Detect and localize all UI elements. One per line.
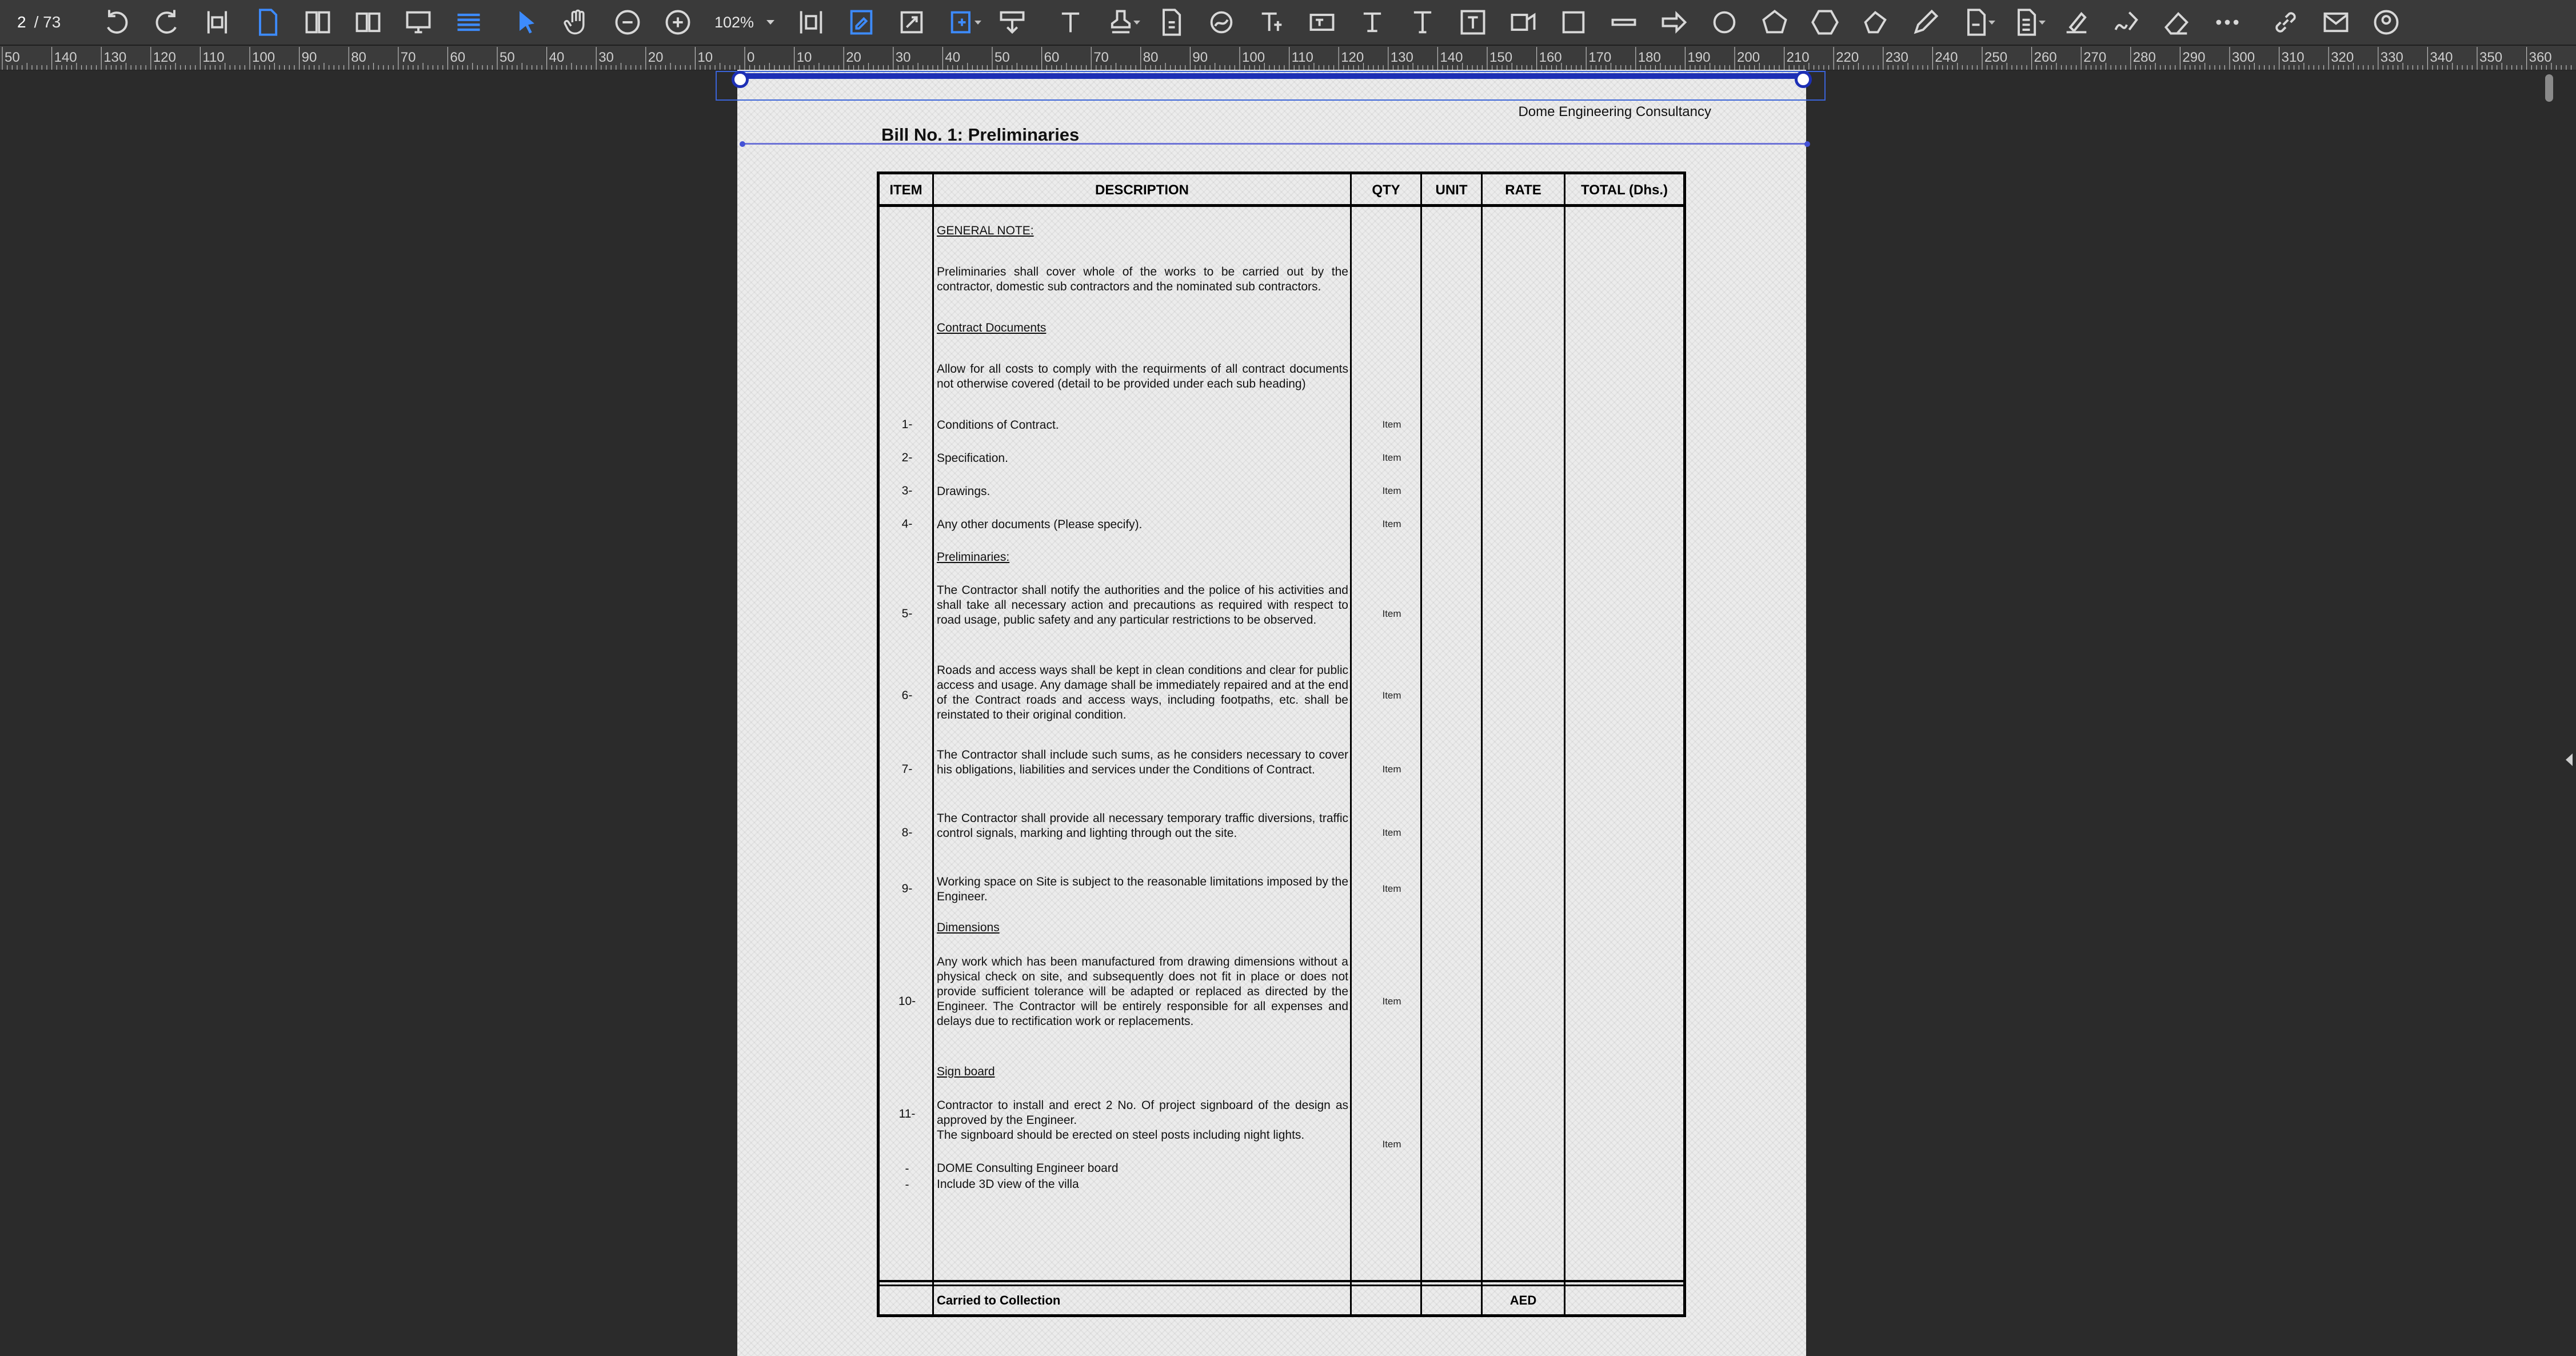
link-icon[interactable] xyxy=(2261,0,2311,45)
stamp-icon[interactable] xyxy=(1096,0,1146,45)
carried-to-collection: Carried to Collection xyxy=(937,1293,1061,1307)
line-icon[interactable] xyxy=(1599,0,1649,45)
row-unit: Item xyxy=(1382,764,1401,775)
page-number-input[interactable]: 2 xyxy=(17,13,26,31)
main-toolbar xyxy=(0,0,2576,46)
attach-icon[interactable] xyxy=(1146,0,1196,45)
row-unit: Item xyxy=(1382,690,1401,701)
signboard-text-2: The signboard should be erected on steel posts including night lights. xyxy=(937,1128,1305,1142)
ruler-label: 320 xyxy=(2331,50,2354,65)
row-description: Any work which has been manufactured from drawing dimensions without a physical check on site, and subsequently does not fit in place or does not provide sufficient tolerance will be adapted or replaced as directed by the Engineer. The Contractor will be entirely responsible for all expenses and delays due to rectification work or replacements. xyxy=(937,955,1348,1028)
item-number: 3- xyxy=(901,484,913,497)
row-unit: Item xyxy=(1382,452,1401,463)
header-total: TOTAL (Dhs.) xyxy=(1581,182,1668,198)
ruler-label: 0 xyxy=(747,50,755,65)
ruler-label: 110 xyxy=(1291,50,1313,65)
export-icon[interactable] xyxy=(786,0,836,45)
header-item: ITEM xyxy=(889,182,922,198)
ruler-label: 360 xyxy=(2529,50,2552,65)
spread-icon[interactable] xyxy=(343,0,393,45)
ruler-label: 10 xyxy=(796,50,812,65)
ruler-label: 130 xyxy=(1390,50,1413,65)
ruler-label: 80 xyxy=(1143,50,1159,65)
selection-handle-right[interactable] xyxy=(1795,71,1812,88)
single-page-icon[interactable] xyxy=(242,0,293,45)
ruler-label: 10 xyxy=(697,50,713,65)
arrow-icon[interactable] xyxy=(1649,0,1699,45)
currency-label: AED xyxy=(1509,1293,1537,1307)
select-icon[interactable] xyxy=(502,0,552,45)
guide-dot-right xyxy=(1804,141,1810,147)
fit-width-icon[interactable] xyxy=(192,0,242,45)
mail-icon[interactable] xyxy=(2311,0,2361,45)
callout-icon[interactable] xyxy=(1498,0,1548,45)
dimensions-heading: Dimensions xyxy=(937,921,1000,934)
contract-docs-text: Allow for all costs to comply with the requirments of all contract documents not otherwise covered (detail to be provided under each sub heading) xyxy=(937,362,1348,390)
ruler-label: 90 xyxy=(301,50,317,65)
row-description: Contractor to install and erect 2 No. Of project signboard of the design as approved by the Engineer. xyxy=(937,1099,1348,1127)
ruler-label: 150 xyxy=(1489,50,1513,65)
text-icon[interactable] xyxy=(1397,0,1448,45)
general-note-heading: GENERAL NOTE: xyxy=(937,224,1034,237)
bullet-mark: - xyxy=(905,1162,909,1175)
header-selection-bar xyxy=(737,73,1806,79)
row-unit: Item xyxy=(1382,1139,1401,1150)
row-unit: Item xyxy=(1382,996,1401,1007)
ruler-label: 250 xyxy=(1984,50,2008,65)
signature-icon[interactable] xyxy=(1196,0,1247,45)
item-number: 2- xyxy=(901,451,913,464)
ruler-label: 50 xyxy=(995,50,1010,65)
ruler-label: 50 xyxy=(500,50,515,65)
signboard-heading: Sign board xyxy=(937,1065,995,1078)
bullet-text: DOME Consulting Engineer board xyxy=(937,1162,1119,1175)
sign-icon[interactable] xyxy=(2102,0,2152,45)
ruler-label: 210 xyxy=(1786,50,1810,65)
general-note-text: Preliminaries shall cover whole of the works to be carried out by the contractor, domestic sub contractors and the nominated sub contractors. xyxy=(937,265,1348,293)
typewriter-icon[interactable] xyxy=(1347,0,1397,45)
chevron-down-icon xyxy=(766,20,774,25)
item-number: 9- xyxy=(901,882,913,895)
guide-dot-left xyxy=(740,141,745,147)
ruler-label: 310 xyxy=(2281,50,2305,65)
eraser-icon[interactable] xyxy=(2152,0,2202,45)
ruler-label: 70 xyxy=(400,50,416,65)
page-total-label: / 73 xyxy=(34,13,61,31)
item-number: 4- xyxy=(901,517,913,531)
crop-icon[interactable] xyxy=(886,0,937,45)
ruler-label: 260 xyxy=(2034,50,2057,65)
bill-title: Bill No. 1: Preliminaries xyxy=(881,125,1080,145)
hand-icon[interactable] xyxy=(552,0,602,45)
ruler-label: 120 xyxy=(153,50,176,65)
ruler-label: 60 xyxy=(1044,50,1060,65)
ruler-label: 180 xyxy=(1638,50,1661,65)
rotate-cw-icon[interactable] xyxy=(142,0,192,45)
row-description: The Contractor shall notify the authorities and the police of his activities and shall take all necessary action and precautions as required with respect to road usage, public safety and any particular restrictions to be observed. xyxy=(937,584,1348,627)
ruler-label: 30 xyxy=(895,50,911,65)
ruler-label: 160 xyxy=(1539,50,1562,65)
item-number: 8- xyxy=(901,826,913,839)
row-unit: Item xyxy=(1382,883,1401,894)
ruler-label: 350 xyxy=(2479,50,2503,65)
ruler-label: 100 xyxy=(1242,50,1265,65)
row-description: Any other documents (Please specify). xyxy=(937,518,1143,531)
ruler-label: 170 xyxy=(1588,50,1612,65)
highlighter-icon[interactable] xyxy=(2051,0,2102,45)
two-page-icon[interactable] xyxy=(293,0,343,45)
rotate-ccw-icon[interactable] xyxy=(91,0,142,45)
header-description: DESCRIPTION xyxy=(1095,182,1189,198)
insert-page-icon[interactable] xyxy=(937,0,987,45)
horizontal-ruler xyxy=(0,46,2576,70)
edit-page-icon[interactable] xyxy=(836,0,886,45)
ruler-label: 20 xyxy=(846,50,861,65)
ruler-label: 40 xyxy=(549,50,565,65)
ruler-label: 70 xyxy=(1093,50,1109,65)
row-description: Specification. xyxy=(937,452,1008,465)
zoom-value: 102% xyxy=(714,13,754,31)
frame-icon[interactable] xyxy=(1448,0,1498,45)
page-indicator xyxy=(17,13,91,31)
ruler-label: 60 xyxy=(450,50,466,65)
ruler-label: 140 xyxy=(54,50,77,65)
ruler-label: 90 xyxy=(1192,50,1208,65)
text-tool-icon[interactable] xyxy=(1045,0,1096,45)
ruler-label: 30 xyxy=(598,50,614,65)
preliminaries-heading: Preliminaries: xyxy=(937,551,1010,564)
ruler-label: 40 xyxy=(945,50,961,65)
ruler-label: 130 xyxy=(103,50,127,65)
pencil-icon[interactable] xyxy=(1900,0,1951,45)
ruler-label: 340 xyxy=(2430,50,2453,65)
view-tools xyxy=(91,0,2411,45)
scroll-mode-icon[interactable] xyxy=(444,0,494,45)
item-number: 10- xyxy=(898,995,916,1008)
row-description: Roads and access ways shall be kept in clean conditions and clear for public access and usage. Any damage shall be immediately repaired and at the end of the Contract roads and access ways, including footpaths, etc. shall be reinstated to their original condition. xyxy=(937,664,1348,721)
contract-docs-heading: Contract Documents xyxy=(937,321,1047,334)
vertical-scrollbar[interactable] xyxy=(2545,74,2553,102)
zoom-in-icon[interactable] xyxy=(653,0,703,45)
hexagon-icon[interactable] xyxy=(1800,0,1850,45)
ruler-label: 110 xyxy=(202,50,225,65)
collapse-panel-icon[interactable] xyxy=(2566,753,2573,766)
company-name: Dome Engineering Consultancy xyxy=(1518,104,1711,119)
zoom-select[interactable] xyxy=(703,0,786,45)
ruler-label: 100 xyxy=(252,50,275,65)
row-description: Conditions of Contract. xyxy=(937,418,1059,432)
doc2-icon[interactable] xyxy=(2001,0,2051,45)
item-number: 5- xyxy=(901,607,913,620)
ruler-label: 330 xyxy=(2380,50,2403,65)
ruler-label: 220 xyxy=(1836,50,1859,65)
boq-table xyxy=(877,172,1686,1317)
row-unit: Item xyxy=(1382,519,1401,529)
ruler-label: 120 xyxy=(1341,50,1364,65)
row-description: Working space on Site is subject to the reasonable limitations imposed by the Engineer. xyxy=(937,875,1348,903)
bullet-text: Include 3D view of the villa xyxy=(937,1178,1079,1191)
rectangle-icon[interactable] xyxy=(1548,0,1599,45)
polygon-icon[interactable] xyxy=(1750,0,1800,45)
doc-icon[interactable] xyxy=(1951,0,2001,45)
item-number: 7- xyxy=(901,763,913,776)
ruler-label: 140 xyxy=(1440,50,1463,65)
ruler-ticks xyxy=(0,46,2576,70)
row-description: The Contractor shall include such sums, as he considers necessary to cover his obligations, liabilities and services under the Conditions of Contract. xyxy=(937,748,1348,776)
ruler-label: 240 xyxy=(1935,50,1958,65)
ruler-label: 50 xyxy=(5,50,20,65)
more-icon[interactable] xyxy=(2202,0,2252,45)
ruler-label: 300 xyxy=(2232,50,2255,65)
ruler-label: 80 xyxy=(351,50,366,65)
row-description: The Contractor shall provide all necessary temporary traffic diversions, traffic control signals, marking and lighting through out the site. xyxy=(937,812,1348,840)
ruler-label: 290 xyxy=(2182,50,2206,65)
header-qty: QTY xyxy=(1372,182,1400,198)
text-field-icon[interactable] xyxy=(1247,0,1297,45)
row-unit: Item xyxy=(1382,485,1401,496)
row-unit: Item xyxy=(1382,608,1401,619)
row-description: Drawings. xyxy=(937,485,991,498)
row-unit: Item xyxy=(1382,827,1401,838)
item-number: 1- xyxy=(901,418,913,431)
ruler-label: 270 xyxy=(2083,50,2107,65)
zoom-out-icon[interactable] xyxy=(602,0,653,45)
ruler-label: 190 xyxy=(1687,50,1711,65)
bullet-mark: - xyxy=(905,1178,909,1191)
item-number: 6- xyxy=(901,689,913,702)
item-number: 11- xyxy=(898,1107,916,1120)
ellipse-icon[interactable] xyxy=(1699,0,1750,45)
header-unit: UNIT xyxy=(1435,182,1468,198)
stamp-down-icon[interactable] xyxy=(987,0,1037,45)
selection-handle-left[interactable] xyxy=(732,71,749,88)
cloud-icon[interactable] xyxy=(1850,0,1900,45)
ruler-label: 20 xyxy=(648,50,664,65)
header-rate: RATE xyxy=(1505,182,1541,198)
ruler-label: 200 xyxy=(1737,50,1760,65)
presentation-icon[interactable] xyxy=(393,0,444,45)
text-box-icon[interactable] xyxy=(1297,0,1347,45)
ruler-label: 230 xyxy=(1885,50,1908,65)
ruler-label: 280 xyxy=(2132,50,2156,65)
row-unit: Item xyxy=(1382,419,1401,430)
user-icon[interactable] xyxy=(2361,0,2411,45)
